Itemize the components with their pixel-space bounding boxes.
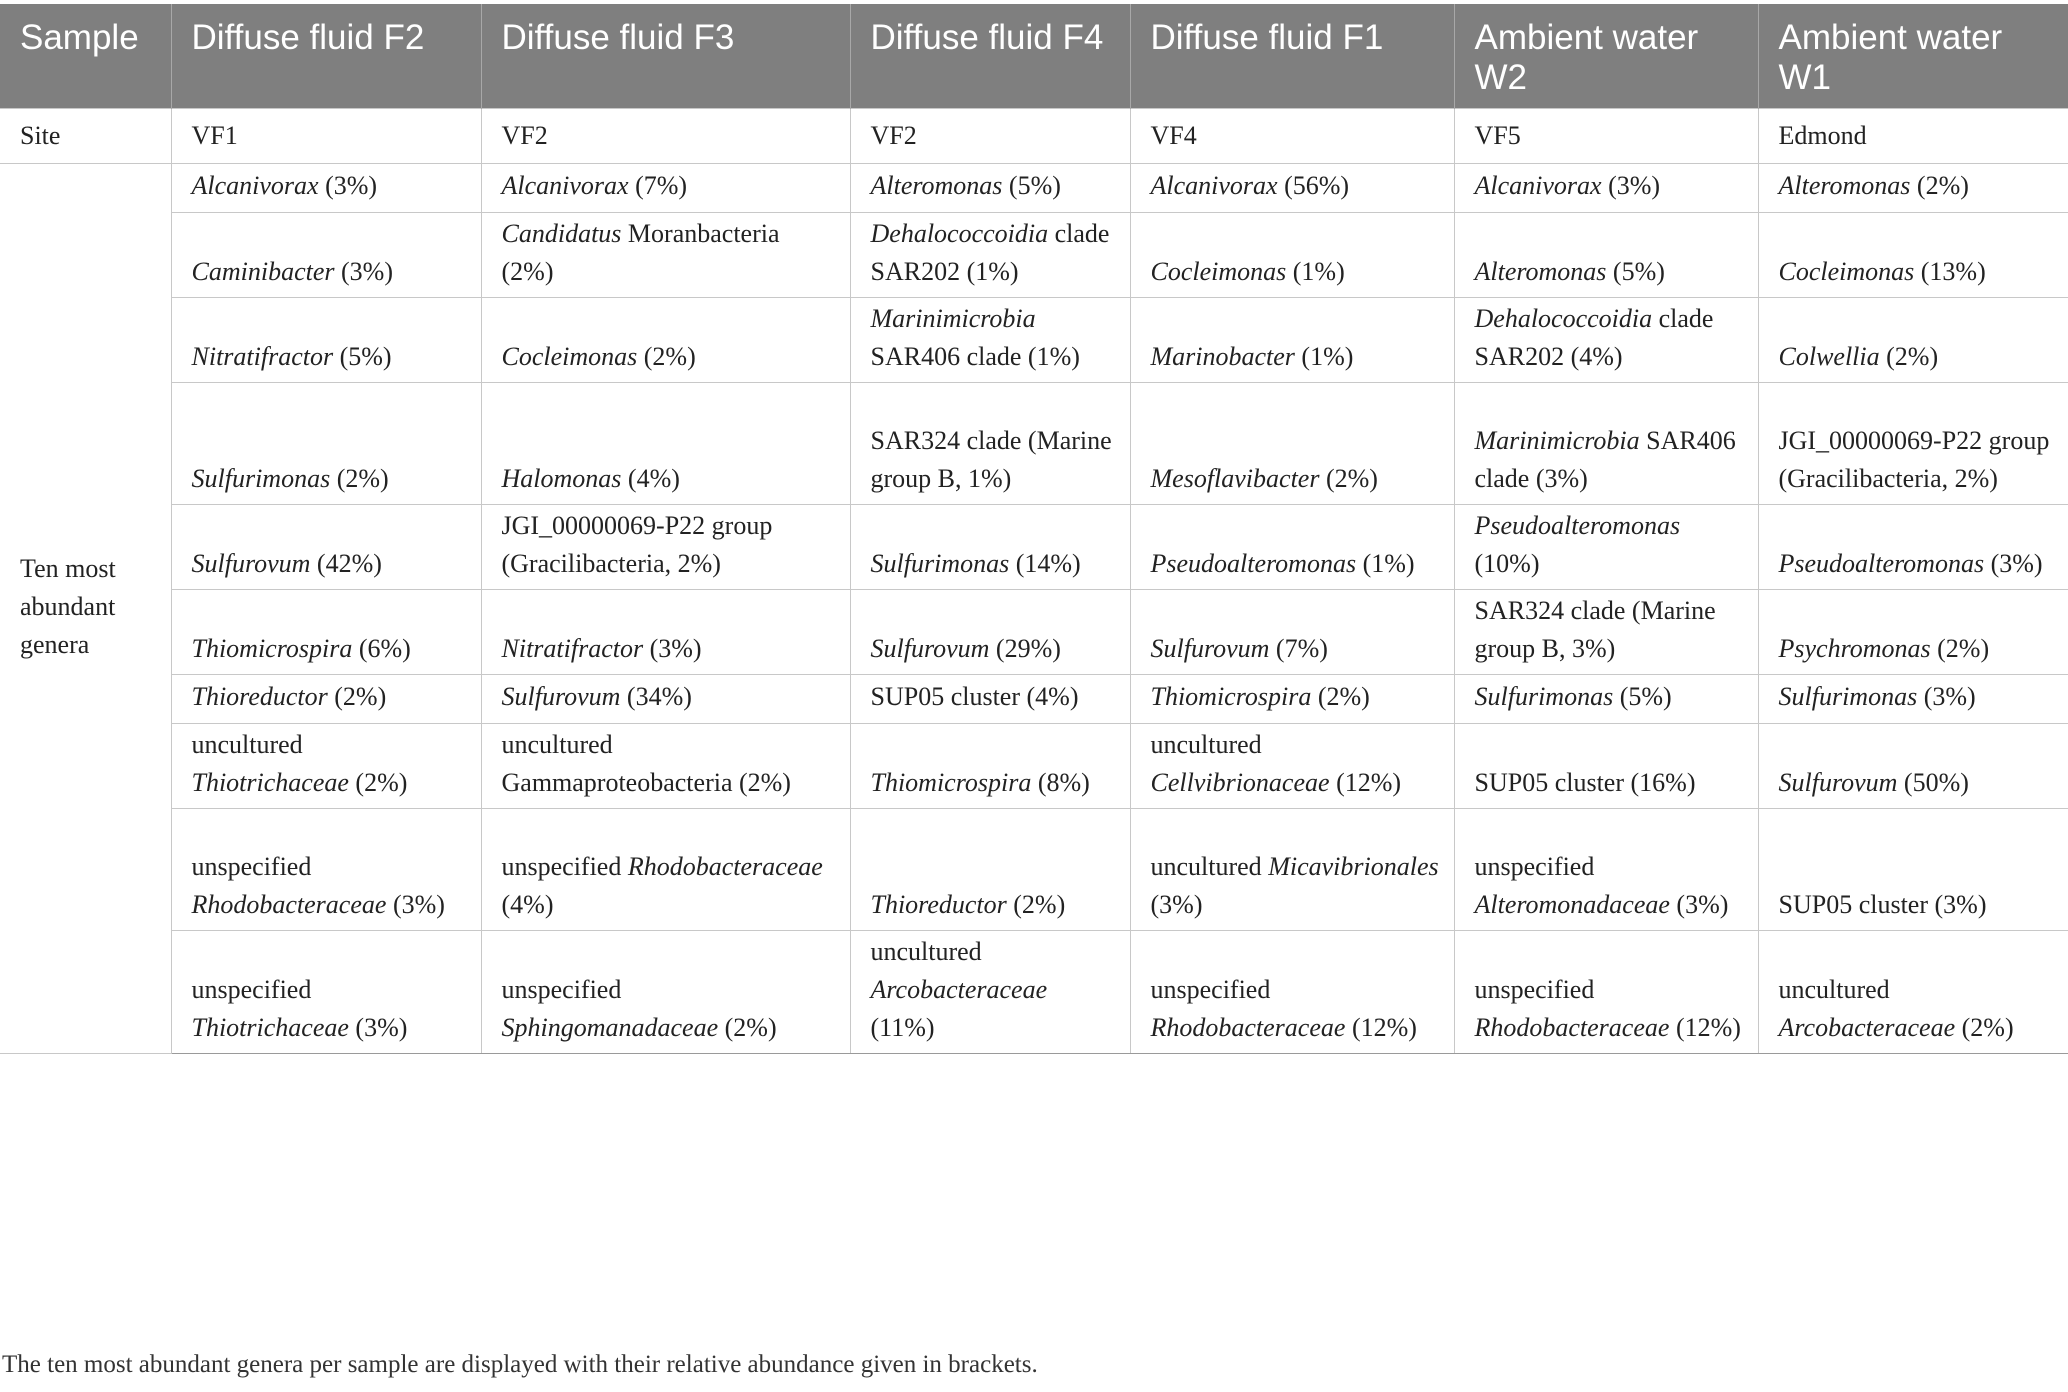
genus-cell [850,298,1130,383]
cell-text: clade SAR202 (4%) [1474,304,1714,371]
cell-text: (4%) [501,890,554,919]
genera-row [0,164,2068,213]
cell-text: (3%) [1601,171,1661,200]
header-row [0,4,2068,109]
genus-cell [481,724,850,809]
genera-row [0,724,2068,809]
genus-cell [850,809,1130,931]
ten-most-abundant-genera-label: Ten most abundant genera [0,164,171,1054]
cell-text: (12%) [1329,768,1402,797]
cell-text: (3%) [318,171,378,200]
genus-cell [171,724,481,809]
genera-row [0,809,2068,931]
cell-text: (3%) [348,1013,408,1042]
cell-text: uncultured [1150,852,1269,881]
taxon-name: Sulfurovum [870,634,990,663]
genus-cell [481,809,850,931]
genera-row [0,383,2068,505]
genus-cell [1758,931,2068,1054]
taxon-name: Pseudoalteromonas [1150,549,1357,578]
cell-text: (2%) [1006,890,1066,919]
genus-cell [1758,809,2068,931]
header-sample: Sample [0,4,171,109]
taxon-name: Cellvibrionaceae [1150,768,1330,797]
genera-row [0,213,2068,298]
site-cell: VF4 [1130,109,1454,164]
taxon-name: Alteromonas [870,171,1003,200]
cell-text: (12%) [1345,1013,1417,1042]
cell-text: uncultured [191,730,303,759]
taxon-name: Pseudoalteromonas [1778,549,1985,578]
taxon-name: Rhodobacteraceae [191,890,387,919]
cell-text: (4%) [621,464,680,493]
cell-text: (2%) [1955,1013,2014,1042]
site-cell: VF2 [850,109,1130,164]
taxon-name: Sulfurimonas [1474,682,1614,711]
cell-text: (11%) [870,1013,935,1042]
taxon-name: Thiomicrospira [870,768,1032,797]
genus-cell [171,931,481,1054]
cell-text: (5%) [333,342,392,371]
cell-text: uncultured [1778,975,1890,1004]
header-diffuse-fluid-f1: Diffuse fluid F1 [1130,4,1454,109]
cell-text: unspecified [191,852,312,881]
cell-text: (7%) [628,171,688,200]
cell-text: (5%) [1002,171,1061,200]
taxon-name: Rhodobacteraceae [1150,1013,1346,1042]
site-cell: VF2 [481,109,850,164]
genus-cell [171,298,481,383]
genus-cell [171,809,481,931]
cell-text: (56%) [1277,171,1350,200]
taxon-name: Colwellia [1778,342,1880,371]
cell-text: (7%) [1269,634,1328,663]
genus-cell [850,931,1130,1054]
cell-text: (29%) [989,634,1061,663]
table-footnote: The ten most abundant genera per sample are displayed with their relative abundance given in brackets. [2,1351,1038,1378]
cell-text: (3%) [386,890,445,919]
cell-text: uncultured [1150,730,1262,759]
genus-cell [1758,213,2068,298]
taxon-name: Thiomicrospira [1150,682,1312,711]
cell-text: (3%) [1984,549,2043,578]
genus-cell [850,213,1130,298]
genus-cell [850,724,1130,809]
genus-cell [850,590,1130,675]
genus-cell [171,590,481,675]
genus-cell [171,505,481,590]
cell-text: (2%) [1879,342,1939,371]
genera-row [0,505,2068,590]
genus-cell [1454,164,1758,213]
cell-text: (3%) [334,257,393,286]
genus-cell [1454,383,1758,505]
genus-cell [1758,298,2068,383]
taxon-name: Nitratifractor [501,634,644,663]
cell-text: SUP05 cluster (3%) [1778,890,1987,919]
taxon-name: Marinimicrobia [870,304,1036,333]
genus-cell [171,213,481,298]
taxon-name: Alcanivorax [191,171,319,200]
taxon-name: Thiotrichaceae [191,1013,349,1042]
cell-text: (2%) [327,682,387,711]
genus-cell [481,383,850,505]
taxon-name: Arcobacteraceae [870,975,1048,1004]
taxon-name: Alteromonas [1474,257,1607,286]
taxon-name: Mesoflavibacter [1150,464,1320,493]
genus-cell [1130,164,1454,213]
site-cell: Edmond [1758,109,2068,164]
taxon-name: Candidatus [501,219,622,248]
genus-cell [1130,383,1454,505]
genus-cell [481,213,850,298]
taxon-name: Cocleimonas [1778,257,1915,286]
cell-text: (12%) [1669,1013,1741,1042]
taxon-name: Dehalococcoidia [870,219,1049,248]
header-ambient-water-w1: Ambient water W1 [1758,4,2068,109]
cell-text: (3%) [1917,682,1976,711]
genus-cell [1454,675,1758,724]
cell-text: uncultured [870,937,982,966]
cell-text: (2%) [637,342,696,371]
taxon-name: Alteromonadaceae [1474,890,1670,919]
cell-text: JGI_00000069-P22 group (Gracilibacteria, 2%) [1778,426,2050,493]
genus-cell [1130,298,1454,383]
cell-text: (1%) [1286,257,1345,286]
genus-cell [481,505,850,590]
cell-text: (2%) [1311,682,1370,711]
genus-cell [850,164,1130,213]
genus-cell [481,164,850,213]
genus-cell [850,675,1130,724]
genus-cell [1130,809,1454,931]
cell-text: (13%) [1914,257,1986,286]
taxon-name: Psychromonas [1778,634,1931,663]
genus-cell [1454,809,1758,931]
genus-cell [1758,505,2068,590]
taxon-name: Cocleimonas [501,342,638,371]
genus-cell [1454,505,1758,590]
genus-cell [171,675,481,724]
site-row [0,109,2068,164]
genus-cell [850,505,1130,590]
taxon-name: Thiomicrospira [191,634,353,663]
genus-cell [1130,675,1454,724]
genus-cell [1758,675,2068,724]
cell-text: (6%) [352,634,411,663]
site-label: Site [0,109,171,164]
taxon-name: Rhodobacteraceae [1474,1013,1670,1042]
cell-text: unspecified [501,852,628,881]
taxon-name: Dehalococcoidia [1474,304,1653,333]
header-ambient-water-w2: Ambient water W2 [1454,4,1758,109]
header-diffuse-fluid-f2: Diffuse fluid F2 [171,4,481,109]
genus-cell [1454,298,1758,383]
cell-text: SAR324 clade (Marine group B, 1%) [870,426,1112,493]
cell-text: (5%) [1606,257,1665,286]
taxon-name: Cocleimonas [1150,257,1287,286]
genus-cell [850,383,1130,505]
taxon-name: Thiotrichaceae [191,768,349,797]
genus-cell [171,383,481,505]
cell-text: SAR324 clade (Marine group B, 3%) [1474,596,1716,663]
cell-text: unspecified [1474,975,1595,1004]
taxon-name: Alcanivorax [501,171,629,200]
genera-row [0,298,2068,383]
cell-text: SAR406 clade (3%) [1474,426,1736,493]
genus-cell [1454,590,1758,675]
genera-row [0,675,2068,724]
cell-text: (2%) [1319,464,1378,493]
cell-text: (2%) [348,768,408,797]
cell-text: unspecified [501,975,622,1004]
taxon-name: Pseudoalteromonas [1474,511,1681,540]
taxon-name: Rhodobacteraceae [627,852,823,881]
cell-text: (3%) [1150,890,1203,919]
taxon-name: Marinimicrobia [1474,426,1640,455]
taxon-name: Sulfurimonas [870,549,1010,578]
taxon-name: Sulfurimonas [191,464,331,493]
taxon-name: Marinobacter [1150,342,1295,371]
genus-cell [1758,590,2068,675]
taxon-name: Alcanivorax [1150,171,1278,200]
cell-text: (50%) [1897,768,1969,797]
genus-cell [1130,931,1454,1054]
cell-text: (2%) [330,464,389,493]
header-diffuse-fluid-f4: Diffuse fluid F4 [850,4,1130,109]
taxon-name: Sulfurovum [191,549,311,578]
taxon-name: Micavibrionales [1268,852,1439,881]
cell-text: (8%) [1031,768,1090,797]
genus-cell [171,164,481,213]
genus-cell [1454,931,1758,1054]
genus-cell [481,931,850,1054]
taxon-name: Caminibacter [191,257,335,286]
genus-cell [1130,724,1454,809]
genus-cell [481,675,850,724]
cell-text: (42%) [310,549,382,578]
cell-text: (3%) [643,634,702,663]
taxon-name: Sulfurimonas [1778,682,1918,711]
taxon-name: Sulfurovum [1150,634,1270,663]
cell-text: unspecified [1474,852,1595,881]
cell-text: (1%) [1356,549,1415,578]
cell-text: unspecified [1150,975,1271,1004]
genus-cell [1758,164,2068,213]
cell-text: unspecified [191,975,312,1004]
taxon-name: Arcobacteraceae [1778,1013,1956,1042]
cell-text: (34%) [620,682,692,711]
taxon-name: Halomonas [501,464,622,493]
cell-text: (2%) [1910,171,1969,200]
genus-cell [1454,724,1758,809]
cell-text: (14%) [1009,549,1081,578]
site-cell: VF1 [171,109,481,164]
genus-cell [1758,724,2068,809]
cell-text: (2%) [1930,634,1990,663]
cell-text: SUP05 cluster (16%) [1474,768,1696,797]
cell-text: Moranbacteria (2%) [501,219,780,286]
genus-cell [1130,505,1454,590]
genus-cell [1130,213,1454,298]
cell-text: SUP05 cluster (4%) [870,682,1079,711]
taxon-name: Nitratifractor [191,342,334,371]
cell-text: (5%) [1613,682,1672,711]
taxon-name: Thioreductor [191,682,328,711]
site-cell: VF5 [1454,109,1758,164]
genera-row [0,590,2068,675]
cell-text: (2%) [718,1013,777,1042]
cell-text: (1%) [1294,342,1354,371]
taxon-name: Sphingomanadaceae [501,1013,719,1042]
taxon-name: Sulfurovum [1778,768,1898,797]
taxon-name: Sulfurovum [501,682,621,711]
cell-text: (3%) [1669,890,1729,919]
taxon-name: Thioreductor [870,890,1007,919]
taxon-name: Alteromonas [1778,171,1911,200]
cell-text: SAR406 clade (1%) [870,342,1080,371]
header-diffuse-fluid-f3: Diffuse fluid F3 [481,4,850,109]
cell-text: uncultured Gammaproteobacteria (2%) [501,730,791,797]
genus-cell [1758,383,2068,505]
genus-cell [481,590,850,675]
cell-text: clade SAR202 (1%) [870,219,1110,286]
genera-table [0,4,2068,1054]
genus-cell [481,298,850,383]
genera-row [0,931,2068,1054]
genus-cell [1130,590,1454,675]
taxon-name: Alcanivorax [1474,171,1602,200]
cell-text: (10%) [1474,549,1540,578]
genus-cell [1454,213,1758,298]
cell-text: JGI_00000069-P22 group (Gracilibacteria, 2%) [501,511,773,578]
